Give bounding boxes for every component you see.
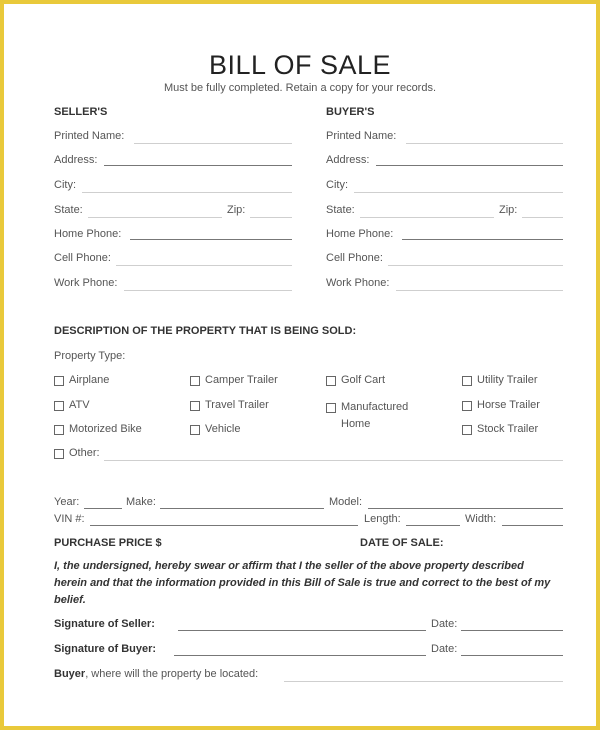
seller-date-label: Date: (431, 618, 458, 630)
checkbox-icon[interactable] (54, 376, 64, 386)
checkbox-camper-trailer[interactable]: Camper Trailer (190, 374, 278, 386)
checkbox-airplane[interactable]: Airplane (54, 374, 109, 386)
seller-city-label: City: (54, 179, 76, 191)
buyer-work-phone-label: Work Phone: (326, 277, 390, 289)
checkbox-utility-trailer[interactable]: Utility Trailer (462, 374, 538, 386)
seller-home-phone-label: Home Phone: (54, 228, 122, 240)
page-title: BILL OF SALE (208, 50, 392, 80)
checkbox-stock-trailer[interactable]: Stock Trailer (462, 423, 538, 435)
purchase-price-label: PURCHASE PRICE $ (54, 537, 162, 549)
page-subtitle: Must be fully completed. Retain a copy for your records. (163, 82, 437, 94)
seller-state-field[interactable] (88, 217, 222, 218)
signature-buyer-label: Signature of Buyer: (54, 643, 157, 655)
buyer-location-strong: Buyer (54, 668, 86, 680)
checkbox-icon[interactable] (462, 401, 472, 411)
buyer-location-field[interactable] (284, 681, 563, 682)
seller-city-field[interactable] (82, 192, 292, 193)
seller-home-phone-field[interactable] (130, 239, 292, 240)
seller-state-label: State: (54, 204, 83, 216)
buyer-cell-phone-field[interactable] (388, 265, 563, 266)
buyer-address-label: Address: (326, 154, 370, 166)
checkbox-icon[interactable] (190, 376, 200, 386)
seller-address-label: Address: (54, 154, 98, 166)
checkbox-icon[interactable] (326, 376, 336, 386)
buyer-state-field[interactable] (360, 217, 494, 218)
buyer-printed-name-label: Printed Name: (326, 130, 397, 142)
checkbox-travel-trailer[interactable]: Travel Trailer (190, 399, 269, 411)
checkbox-icon[interactable] (462, 425, 472, 435)
checkbox-icon[interactable] (326, 403, 336, 413)
length-label: Length: (364, 513, 401, 525)
width-field[interactable] (502, 525, 563, 526)
buyer-city-label: City: (326, 179, 348, 191)
buyer-location-label (54, 668, 258, 680)
seller-printed-name-field[interactable] (134, 143, 292, 144)
buyer-city-field[interactable] (354, 192, 563, 193)
seller-work-phone-field[interactable] (124, 290, 292, 291)
checkbox-manufactured-home[interactable]: Manufactured Home (326, 399, 436, 433)
seller-address-field[interactable] (104, 165, 292, 166)
buyer-work-phone-field[interactable] (396, 290, 563, 291)
bill-of-sale-page (4, 4, 596, 726)
affirmation-text: I, the undersigned, hereby swear or affirm that I the seller of the above property described herein and that the information provided in this Bill of Sale is true and correct to the best of my belief. (54, 560, 551, 606)
buyer-date-field[interactable] (461, 655, 563, 656)
buyer-home-phone-label: Home Phone: (326, 228, 394, 240)
checkbox-icon[interactable] (54, 449, 64, 459)
checkbox-atv[interactable]: ATV (54, 399, 90, 411)
year-label: Year: (54, 496, 80, 508)
checkbox-icon[interactable] (54, 401, 64, 411)
signature-buyer-field[interactable] (174, 655, 426, 656)
buyer-date-label: Date: (431, 643, 458, 655)
vin-label: VIN #: (54, 513, 85, 525)
other-field[interactable] (104, 460, 563, 461)
model-field[interactable] (368, 508, 563, 509)
checkbox-icon[interactable] (54, 425, 64, 435)
checkbox-golf-cart[interactable]: Golf Cart (326, 374, 385, 386)
seller-zip-field[interactable] (250, 217, 292, 218)
length-field[interactable] (406, 525, 460, 526)
checkbox-horse-trailer[interactable]: Horse Trailer (462, 399, 540, 411)
checkbox-vehicle[interactable]: Vehicle (190, 423, 240, 435)
seller-cell-phone-label: Cell Phone: (54, 252, 111, 264)
vin-field[interactable] (90, 525, 358, 526)
make-field[interactable] (160, 508, 324, 509)
buyer-location-rest: , where will the property be located: (85, 668, 259, 680)
checkbox-icon[interactable] (462, 376, 472, 386)
buyer-home-phone-field[interactable] (402, 239, 563, 240)
date-of-sale-label: DATE OF SALE: (360, 537, 444, 549)
seller-date-field[interactable] (461, 630, 563, 631)
seller-heading: SELLER'S (54, 106, 108, 118)
buyer-zip-field[interactable] (522, 217, 563, 218)
signature-seller-field[interactable] (178, 630, 426, 631)
signature-seller-label: Signature of Seller: (54, 618, 155, 630)
seller-work-phone-label: Work Phone: (54, 277, 118, 289)
model-label: Model: (329, 496, 363, 508)
checkbox-other[interactable]: Other: (54, 447, 100, 459)
buyer-state-label: State: (326, 204, 355, 216)
seller-cell-phone-field[interactable] (116, 265, 292, 266)
make-label: Make: (126, 496, 156, 508)
checkbox-motorized-bike[interactable]: Motorized Bike (54, 423, 142, 435)
seller-printed-name-label: Printed Name: (54, 130, 125, 142)
checkbox-icon[interactable] (190, 401, 200, 411)
buyer-zip-label: Zip: (499, 204, 518, 216)
property-type-label: Property Type: (54, 350, 126, 362)
checkbox-icon[interactable] (190, 425, 200, 435)
width-label: Width: (465, 513, 497, 525)
buyer-printed-name-field[interactable] (406, 143, 563, 144)
description-heading: DESCRIPTION OF THE PROPERTY THAT IS BEING SOLD: (54, 325, 357, 337)
buyer-heading: BUYER'S (326, 106, 375, 118)
year-field[interactable] (84, 508, 122, 509)
buyer-cell-phone-label: Cell Phone: (326, 252, 383, 264)
seller-zip-label: Zip: (227, 204, 246, 216)
buyer-address-field[interactable] (376, 165, 563, 166)
